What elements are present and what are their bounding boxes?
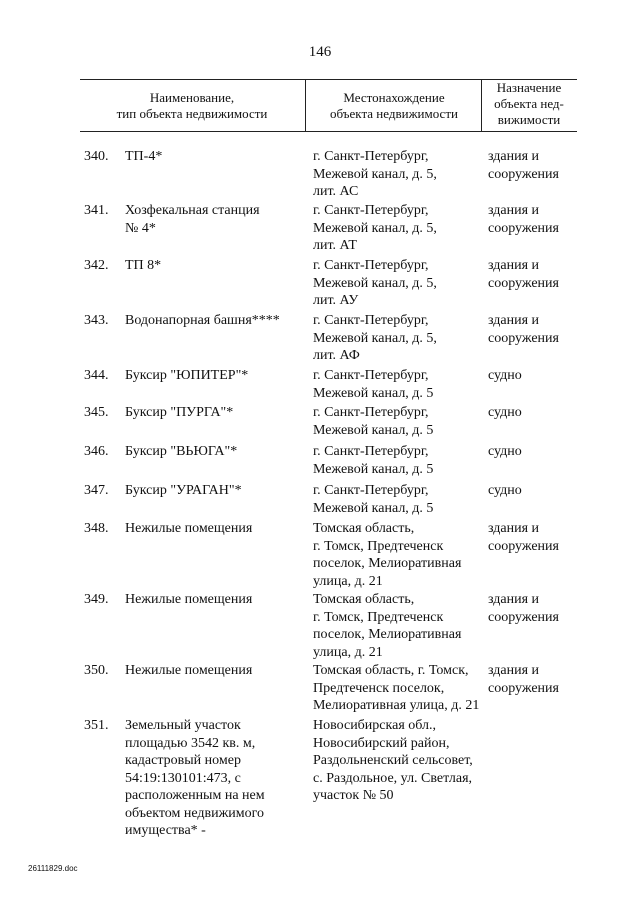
row-location-line: Межевой канал, д. 5	[313, 461, 434, 477]
row-purpose	[488, 148, 578, 183]
row-location-line: г. Санкт-Петербург,	[313, 149, 429, 164]
row-name	[125, 443, 305, 461]
row-name-line: площадью 3542 кв. м,	[125, 735, 256, 751]
row-location-line: улица, д. 21	[313, 644, 383, 660]
row-number: 348.	[84, 521, 109, 536]
row-number: 344.	[84, 368, 109, 383]
row-number: 341.	[84, 203, 109, 218]
row-name	[125, 520, 305, 538]
row-location	[313, 443, 488, 478]
document-footer: 26111829.doc	[28, 864, 78, 873]
row-location	[313, 257, 488, 310]
row-purpose-line: сооружения	[488, 609, 559, 625]
row-location	[313, 591, 488, 661]
row-purpose-line: сооружения	[488, 275, 559, 291]
row-purpose-line: судно	[488, 405, 522, 420]
row-purpose	[488, 257, 578, 292]
row-purpose-line: судно	[488, 368, 522, 383]
row-location-line: лит. АТ	[313, 238, 357, 253]
row-location-line: г. Санкт-Петербург,	[313, 368, 429, 383]
row-name-line: Нежилые помещения	[125, 521, 253, 536]
row-location-line: г. Томск, Предтеченск	[313, 609, 444, 625]
row-purpose	[488, 367, 578, 385]
row-location-line: поселок, Мелиоративная	[313, 627, 462, 642]
row-purpose-line: сооружения	[488, 330, 559, 346]
row-purpose	[488, 520, 578, 555]
row-name-line: ТП-4*	[125, 149, 163, 164]
row-location-line: г. Санкт-Петербург,	[313, 313, 429, 328]
row-location-line: Раздольненский сельсовет,	[313, 753, 473, 768]
row-location-line: г. Санкт-Петербург,	[313, 258, 429, 273]
row-purpose-line: здания и	[488, 203, 540, 218]
row-purpose-line: здания и	[488, 663, 540, 678]
row-number: 350.	[84, 663, 109, 678]
row-name-line: № 4*	[125, 220, 156, 236]
row-number: 347.	[84, 483, 109, 498]
row-name-line: кадастровый номер	[125, 753, 241, 768]
row-location-line: г. Санкт-Петербург,	[313, 203, 429, 218]
row-name	[125, 202, 305, 237]
row-name	[125, 404, 305, 422]
row-name	[125, 367, 305, 385]
row-purpose	[488, 404, 578, 422]
row-location-line: лит. АУ	[313, 293, 359, 308]
row-location-line: Томская область,	[313, 521, 415, 536]
row-location-line: Новосибирская обл.,	[313, 718, 437, 733]
row-location-line: участок № 50	[313, 788, 394, 803]
row-name-line: Буксир "ПУРГА"*	[125, 405, 234, 420]
row-location-line: Томская область, г. Томск,	[313, 663, 469, 678]
row-purpose	[488, 482, 578, 500]
row-location	[313, 404, 488, 439]
row-location-line: Межевой канал, д. 5	[313, 422, 434, 438]
row-name-line: Водонапорная башня****	[125, 313, 280, 328]
row-name-line: ТП 8*	[125, 258, 162, 273]
row-purpose-line: здания и	[488, 313, 540, 328]
row-purpose-line: сооружения	[488, 680, 559, 696]
row-number: 340.	[84, 149, 109, 164]
row-location-line: Мелиоративная улица, д. 21	[313, 698, 480, 713]
row-name-line: Буксир "УРАГАН"*	[125, 483, 242, 498]
row-location-line: Межевой канал, д. 5,	[313, 166, 437, 182]
row-location-line: Межевой канал, д. 5	[313, 500, 434, 516]
row-location	[313, 520, 488, 590]
row-location	[313, 312, 488, 365]
header-bottom-rule	[80, 131, 577, 132]
row-purpose	[488, 662, 578, 697]
row-purpose-line: здания и	[488, 149, 540, 164]
row-name-line: имущества* -	[125, 823, 206, 838]
row-name-line: Земельный участок	[125, 718, 241, 733]
row-location	[313, 367, 488, 402]
row-location-line: г. Томск, Предтеченск	[313, 538, 444, 554]
row-name-line: Буксир "ЮПИТЕР"*	[125, 368, 249, 383]
row-purpose-line: здания и	[488, 592, 540, 607]
row-number: 346.	[84, 444, 109, 459]
row-location-line: лит. АФ	[313, 348, 360, 363]
page-number: 146	[308, 44, 332, 60]
row-location-line: улица, д. 21	[313, 573, 383, 589]
row-name-line: Нежилые помещения	[125, 663, 253, 678]
row-name	[125, 591, 305, 609]
row-purpose-line: сооружения	[488, 166, 559, 182]
row-location-line: Предтеченск поселок,	[313, 680, 445, 696]
row-name	[125, 312, 305, 330]
row-number: 342.	[84, 258, 109, 273]
row-purpose	[488, 312, 578, 347]
row-number: 345.	[84, 405, 109, 420]
row-name-line: Нежилые помещения	[125, 592, 253, 607]
row-location-line: Томская область,	[313, 592, 415, 607]
row-name-line: Буксир "ВЬЮГА"*	[125, 444, 238, 459]
header-location: Местонахождение объекта недвижимости	[330, 90, 458, 121]
row-location-line: г. Санкт-Петербург,	[313, 483, 429, 498]
row-purpose-line: сооружения	[488, 538, 559, 554]
row-location	[313, 202, 488, 255]
row-location	[313, 482, 488, 517]
row-purpose	[488, 591, 578, 626]
row-location-line: Межевой канал, д. 5,	[313, 330, 437, 346]
row-name	[125, 482, 305, 500]
row-location-line: Межевой канал, д. 5,	[313, 220, 437, 236]
row-location	[313, 148, 488, 201]
row-purpose-line: здания и	[488, 258, 540, 273]
row-name-line: объектом недвижимого	[125, 805, 265, 821]
row-location-line: поселок, Мелиоративная	[313, 556, 462, 571]
row-purpose-line: сооружения	[488, 220, 559, 236]
row-name	[125, 257, 305, 275]
row-name	[125, 148, 305, 166]
row-name	[125, 662, 305, 680]
row-purpose	[488, 443, 578, 461]
row-number: 343.	[84, 313, 109, 328]
row-location-line: г. Санкт-Петербург,	[313, 405, 429, 420]
row-location-line: Межевой канал, д. 5,	[313, 275, 437, 291]
row-number: 351.	[84, 718, 109, 733]
row-number: 349.	[84, 592, 109, 607]
row-location-line: Новосибирский район,	[313, 735, 450, 751]
row-purpose-line: судно	[488, 444, 522, 459]
row-purpose	[488, 202, 578, 237]
row-location	[313, 662, 488, 715]
row-name	[125, 717, 305, 840]
row-location	[313, 717, 488, 805]
row-location-line: г. Санкт-Петербург,	[313, 444, 429, 459]
row-location-line: с. Раздольное, ул. Светлая,	[313, 770, 473, 786]
row-location-line: лит. АС	[313, 184, 359, 199]
row-purpose-line: судно	[488, 483, 522, 498]
row-location-line: Межевой канал, д. 5	[313, 385, 434, 401]
row-name-line: 54:19:130101:473, с	[125, 770, 241, 786]
header-purpose: Назначение объекта нед- вижимости	[494, 80, 564, 127]
row-purpose-line: здания и	[488, 521, 540, 536]
row-name-line: расположенным на нем	[125, 788, 265, 803]
header-name: Наименование, тип объекта недвижимости	[116, 90, 268, 121]
row-name-line: Хозфекальная станция	[125, 203, 260, 218]
